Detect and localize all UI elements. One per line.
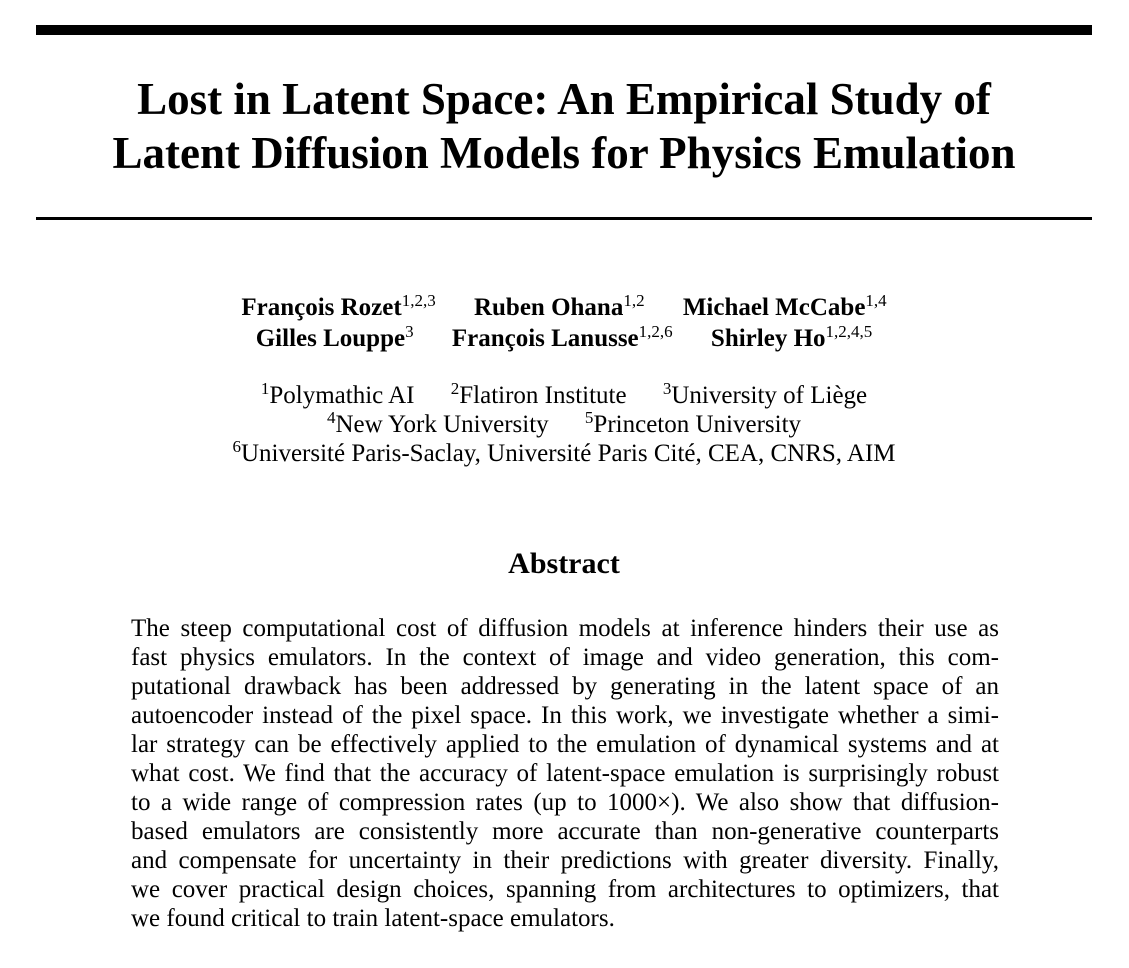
author-affiliation-marks: 1,2,6	[638, 322, 673, 341]
abstract-line: putational drawback has been addressed by generating in the latent space of an	[131, 673, 999, 700]
affiliation-block	[36, 381, 1092, 468]
affiliation-number: 1	[260, 379, 270, 398]
abstract-line: based emulators are consistently more accurate than non-generative counterparts	[131, 818, 999, 845]
affiliation-polymathic	[260, 379, 415, 409]
author-line-1	[36, 292, 1092, 323]
title-line-2: Latent Diffusion Models for Physics Emulation	[112, 128, 1016, 178]
title-bottom-rule	[36, 217, 1092, 220]
affiliation-liege	[662, 379, 868, 409]
abstract-line: what cost. We find that the accuracy of latent-space emulation is surprisingly robust	[131, 760, 999, 787]
author-name: Gilles Louppe	[255, 325, 406, 352]
author-louppe	[255, 322, 414, 352]
affiliation-nyu	[326, 408, 549, 438]
affiliation-number: 4	[326, 408, 336, 427]
affiliation-princeton	[584, 408, 802, 438]
author-ohana	[473, 291, 645, 321]
author-block	[36, 292, 1092, 354]
author-name: Michael McCabe	[682, 294, 866, 321]
author-rozet	[241, 291, 436, 321]
author-ho	[710, 322, 873, 352]
abstract-body	[131, 614, 999, 933]
author-name: Shirley Ho	[710, 325, 826, 352]
affiliation-number: 5	[584, 408, 594, 427]
author-affiliation-marks: 1,2,3	[401, 291, 436, 310]
affiliation-name: Université Paris-Saclay, Université Paris Cité, CEA, CNRS, AIM	[240, 440, 896, 467]
author-affiliation-marks: 1,2,4,5	[825, 322, 873, 341]
affiliation-name: New York University	[335, 411, 549, 438]
author-name: François Lanusse	[451, 325, 639, 352]
affiliation-number: 2	[450, 379, 460, 398]
abstract-line: and compensate for uncertainty in their predictions with greater diversity. Finally,	[131, 847, 999, 874]
abstract-line: fast physics emulators. In the context of image and video generation, this com-	[131, 644, 999, 671]
affiliation-flatiron	[450, 379, 627, 409]
paper-title	[36, 72, 1092, 180]
affiliation-name: Flatiron Institute	[459, 382, 627, 409]
author-line-2	[36, 323, 1092, 354]
affiliation-number: 6	[232, 437, 241, 456]
author-name: François Rozet	[241, 294, 402, 321]
title-top-rule	[36, 25, 1092, 35]
affiliation-number: 3	[662, 379, 672, 398]
author-affiliation-marks: 3	[405, 322, 414, 341]
author-affiliation-marks: 1,2	[623, 291, 645, 310]
affiliation-name: Polymathic AI	[269, 382, 415, 409]
affiliation-line-3	[36, 439, 1092, 468]
abstract-line: The steep computational cost of diffusion models at inference hinders their use as	[131, 615, 999, 642]
affiliation-name: Princeton University	[593, 411, 802, 438]
author-name: Ruben Ohana	[473, 294, 624, 321]
abstract-heading: Abstract	[508, 547, 620, 580]
abstract-line: autoencoder instead of the pixel space. In this work, we investigate whether a simi-	[131, 702, 999, 729]
affiliation-line-2	[36, 410, 1092, 439]
author-mccabe	[682, 291, 887, 321]
abstract-line: we found critical to train latent-space emulators.	[131, 905, 615, 932]
author-lanusse	[451, 322, 673, 352]
affiliation-name: University of Liège	[671, 382, 868, 409]
affiliation-line-1	[36, 381, 1092, 410]
abstract-line: we cover practical design choices, spanning from architectures to optimizers, that	[131, 876, 999, 903]
author-affiliation-marks: 1,4	[865, 291, 887, 310]
title-line-1: Lost in Latent Space: An Empirical Study of	[137, 74, 991, 124]
abstract-line: lar strategy can be effectively applied to the emulation of dynamical systems and at	[131, 731, 999, 758]
abstract-line: to a wide range of compression rates (up to 1000×). We also show that diffusion-	[131, 789, 999, 816]
affiliation-paris-saclay	[232, 437, 896, 467]
